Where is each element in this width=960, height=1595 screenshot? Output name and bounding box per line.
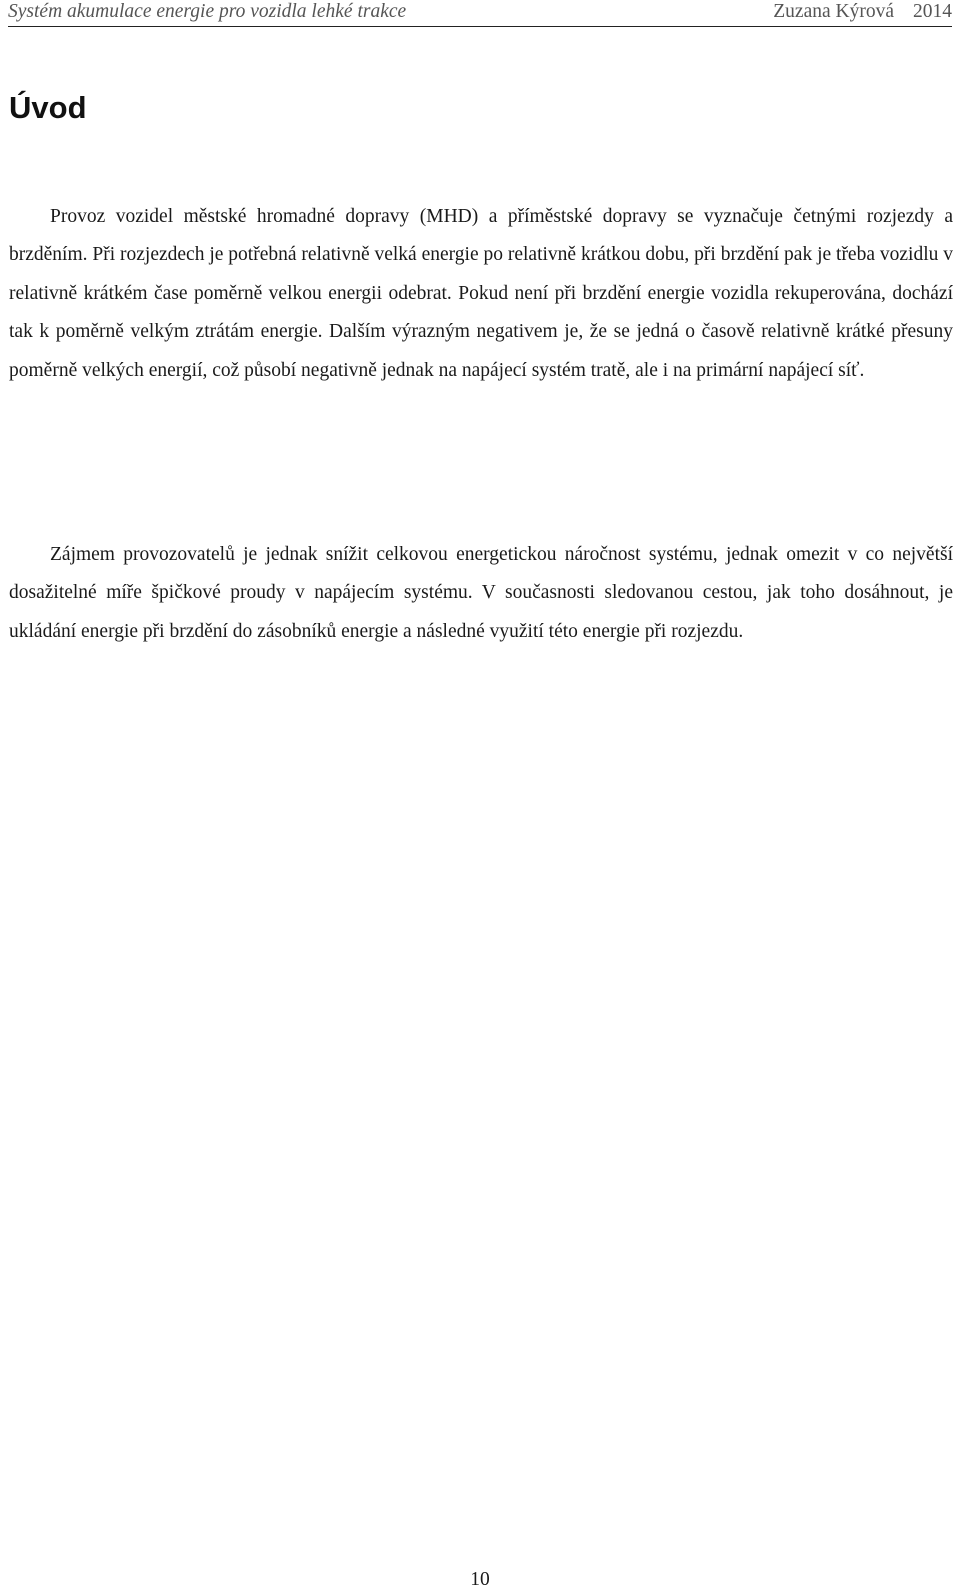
document-year: 2014 — [913, 1, 952, 22]
paragraph-2: Zájmem provozovatelů je jednak snížit celkovou energetickou náročnost systému, jednak omezit v co největší dosažitelné míře špičkové proudy v napájecím systému. V současnosti sledovanou cestou, jak toho dosáhnout, je ukládání energie při brzdění do zásobníků energie a následné využití této energie při rozjezdu. — [9, 544, 953, 642]
page-number: 10 — [470, 1569, 490, 1590]
paragraph-1: Provoz vozidel městské hromadné dopravy (MHD) a příměstské dopravy se vyznačuje četnými rozjezdy a brzděním. Při rozjezdech je potřebná relativně velká energie po relativně krátkou dobu, při brzdění pak je třeba vozidlu v relativně krátkém čase poměrně velkou energii odebrat. Pokud není při brzdění energie vozidla rekuperována, dochází tak k poměrně velkým ztrátám energie. Dalším výrazným negativem je, že se jedná o časově relativně krátké přesuny poměrně velkých energií, což působí negativně jednak na napájecí systém tratě, ale i na primární napájecí síť. — [9, 206, 953, 381]
running-header — [8, 0, 952, 27]
document-title: Systém akumulace energie pro vozidla lehké trakce — [8, 1, 407, 22]
chapter-title: Úvod — [9, 90, 87, 125]
document-author: Zuzana Kýrová — [773, 1, 894, 22]
